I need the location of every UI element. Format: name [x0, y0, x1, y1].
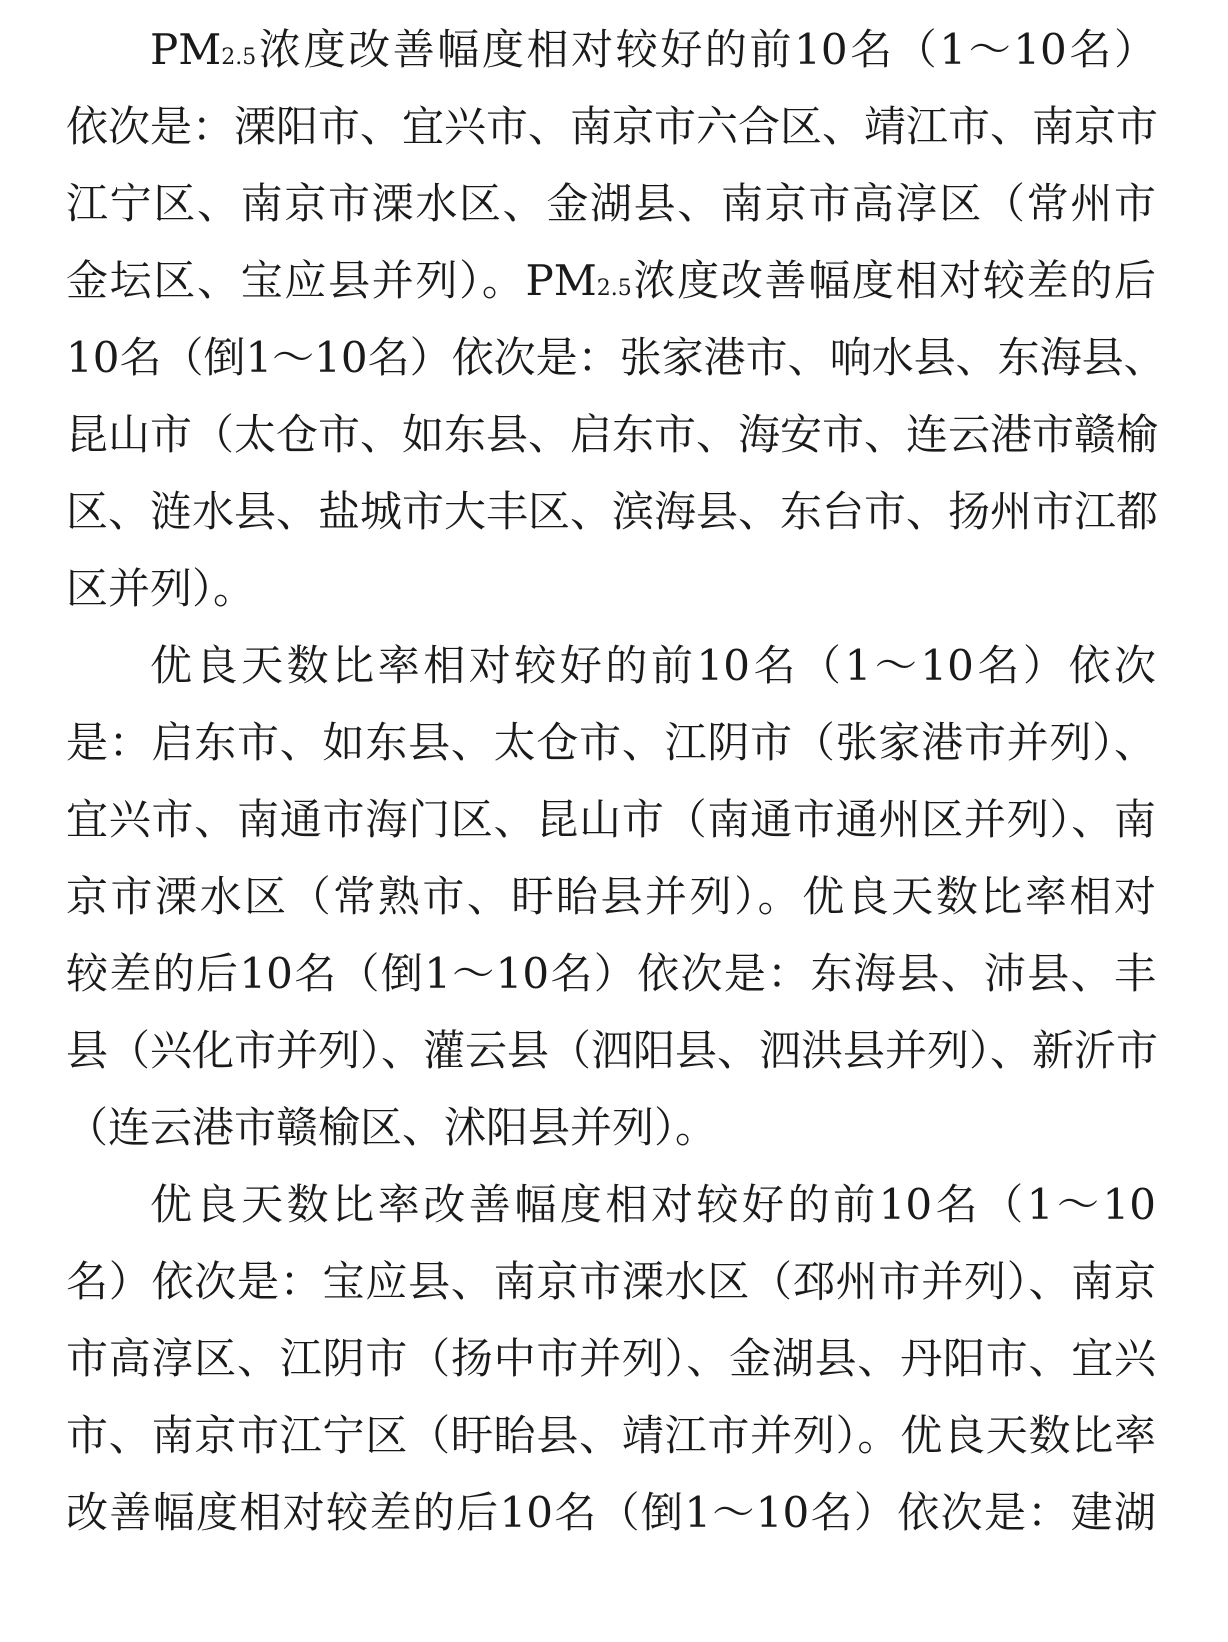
paragraph-1-line-6: 昆山市（太仓市、如东县、启东市、海安市、连云港市赣榆 [66, 410, 1159, 459]
paragraph-1-line-7: 区、涟水县、盐城市大丰区、滨海县、东台市、扬州市江都 [66, 487, 1159, 536]
paragraph-2-line-2: 是：启东市、如东县、太仓市、江阴市（张家港市并列）、 [66, 718, 1156, 767]
paragraph-2-line-1: 优良天数比率相对较好的前10名（1～10名）依次 [150, 641, 1156, 690]
paragraph-3-line-5: 改善幅度相对较差的后10名（倒1～10名）依次是：建湖 [66, 1488, 1156, 1537]
paragraph-3-line-4: 市、南京市江宁区（盱眙县、靖江市并列）。优良天数比率 [66, 1411, 1156, 1460]
paragraph-3-line-3: 市高淳区、江阴市（扬中市并列）、金湖县、丹阳市、宜兴 [66, 1334, 1156, 1383]
paragraph-1-line-8: 区并列）。 [66, 564, 256, 613]
paragraph-1-line-2: 依次是：溧阳市、宜兴市、南京市六合区、靖江市、南京市 [66, 102, 1159, 151]
paragraph-3-line-2: 名）依次是：宝应县、南京市溧水区（邳州市并列）、南京 [66, 1257, 1156, 1306]
paragraph-1-line-5: 10名（倒1～10名）依次是：张家港市、响水县、东海县、 [66, 333, 1166, 382]
paragraph-3-line-1: 优良天数比率改善幅度相对较好的前10名（1～10 [150, 1180, 1156, 1229]
subscript-2-5: 2.5 [221, 45, 257, 70]
paragraph-1-line-1: PM2.5浓度改善幅度相对较好的前10名（1～10名） [150, 25, 1156, 74]
subscript-2-5: 2.5 [596, 276, 632, 301]
paragraph-2-line-3: 宜兴市、南通市海门区、昆山市（南通市通州区并列）、南 [66, 795, 1156, 844]
paragraph-2-line-4: 京市溧水区（常熟市、盱眙县并列）。优良天数比率相对 [66, 872, 1156, 921]
paragraph-2-line-7: （连云港市赣榆区、沭阳县并列）。 [66, 1103, 718, 1152]
paragraph-2-line-5: 较差的后10名（倒1～10名）依次是：东海县、沛县、丰 [66, 949, 1156, 998]
paragraph-1-line-3: 江宁区、南京市溧水区、金湖县、南京市高淳区（常州市 [66, 179, 1156, 228]
paragraph-2-line-6: 县（兴化市并列）、灌云县（泗阳县、泗洪县并列）、新沂市 [66, 1026, 1159, 1075]
paragraph-1-line-4: 金坛区、宝应县并列）。PM2.5浓度改善幅度相对较差的后 [66, 256, 1156, 305]
